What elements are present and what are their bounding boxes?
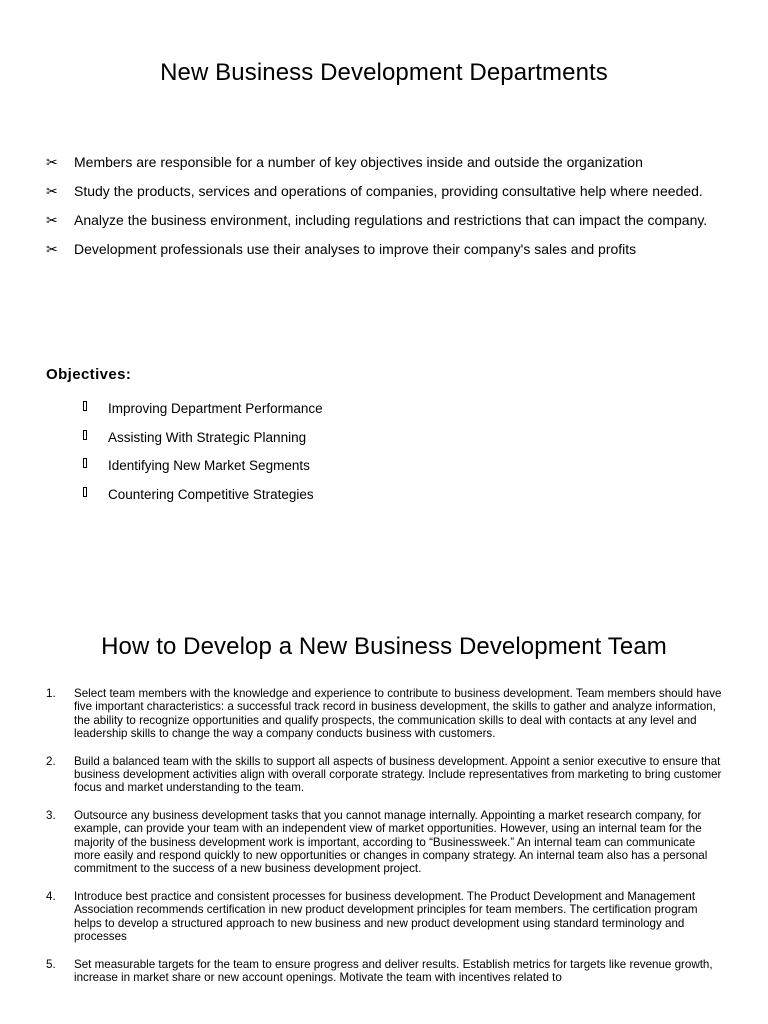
step-item bbox=[46, 687, 722, 741]
step-number: 2. bbox=[46, 754, 56, 768]
step-text: Select team members with the knowledge and experience to contribute to business development. Team members should have five important characteristics: a successful track record in business development, the skills to gather and analyze information, the ability to recognize opportunities and qualify prospects, the communication skills to deal with contacts at any level and leadership skills to change the way a company conducts business with customers. bbox=[74, 687, 722, 741]
key-points-list bbox=[46, 148, 746, 264]
step-text: Introduce best practice and consistent processes for business development. The Product Development and Management Association recommends certification in new product development principles for team members. The certification program helps to develop a structured approach to new business and new product development using standard terminology and processes bbox=[74, 889, 698, 944]
list-item bbox=[46, 235, 746, 264]
objectives-heading: Objectives: bbox=[46, 366, 132, 383]
list-item-text: Study the products, services and operations of companies, providing consultative help where needed. bbox=[74, 183, 703, 199]
box-bullet-icon bbox=[83, 430, 87, 440]
scissors-bullet-icon: ✂ bbox=[46, 212, 58, 228]
box-bullet-icon bbox=[83, 401, 87, 411]
step-item bbox=[46, 958, 722, 985]
step-number: 5. bbox=[46, 957, 56, 971]
list-item-text: Improving Department Performance bbox=[108, 401, 323, 416]
step-text: Outsource any business development tasks that you cannot manage internally. Appointing a market research company, for example, can provide your team with an independent view of market opportunities. However, using an internal team for the majority of the business development work is important, according to “Businessweek.” An internal team can communicate more easily and respond quickly to new opportunities or changes in company strategy. An internal team also has a personal commitment to the success of a new business development project. bbox=[74, 808, 708, 876]
step-item bbox=[46, 890, 722, 944]
list-item bbox=[46, 148, 746, 177]
list-item-text: Assisting With Strategic Planning bbox=[108, 429, 307, 445]
list-item bbox=[46, 206, 746, 235]
step-text: Build a balanced team with the skills to support all aspects of business development. Appoint a senior executive to ensure that business development activities align with overall corporate strategy. Include representatives from marketing to bring customer focus and market understanding to the team. bbox=[74, 754, 722, 795]
list-item bbox=[82, 481, 323, 510]
list-item bbox=[82, 452, 323, 481]
step-number: 1. bbox=[46, 687, 56, 700]
steps-list bbox=[46, 687, 722, 998]
list-item-text: Identifying New Market Segments bbox=[108, 458, 310, 474]
step-number: 4. bbox=[46, 889, 56, 903]
list-item-text: Members are responsible for a number of key objectives inside and outside the organization bbox=[74, 154, 643, 170]
step-number: 3. bbox=[46, 808, 56, 822]
list-item bbox=[82, 424, 323, 453]
list-item-text: Countering Competitive Strategies bbox=[108, 487, 314, 503]
page-title: New Business Development Departments bbox=[160, 59, 608, 86]
scissors-bullet-icon: ✂ bbox=[46, 154, 58, 170]
step-item bbox=[46, 809, 722, 876]
box-bullet-icon bbox=[83, 487, 87, 497]
list-item bbox=[46, 177, 746, 206]
objectives-list bbox=[82, 395, 323, 510]
scissors-bullet-icon: ✂ bbox=[46, 241, 58, 257]
section-title: How to Develop a New Business Development Team bbox=[101, 633, 667, 660]
list-item bbox=[82, 395, 323, 424]
box-bullet-icon bbox=[83, 458, 87, 468]
scissors-bullet-icon: ✂ bbox=[46, 183, 58, 199]
list-item-text: Analyze the business environment, including regulations and restrictions that can impact the company. bbox=[74, 212, 708, 228]
step-text: Set measurable targets for the team to ensure progress and deliver results. Establish metrics for targets like revenue growth, increase in market share or new account openings. Motivate the team with incentives related to bbox=[74, 957, 713, 984]
list-item-text: Development professionals use their analyses to improve their company's sales and profits bbox=[74, 241, 637, 257]
step-item bbox=[46, 755, 722, 795]
